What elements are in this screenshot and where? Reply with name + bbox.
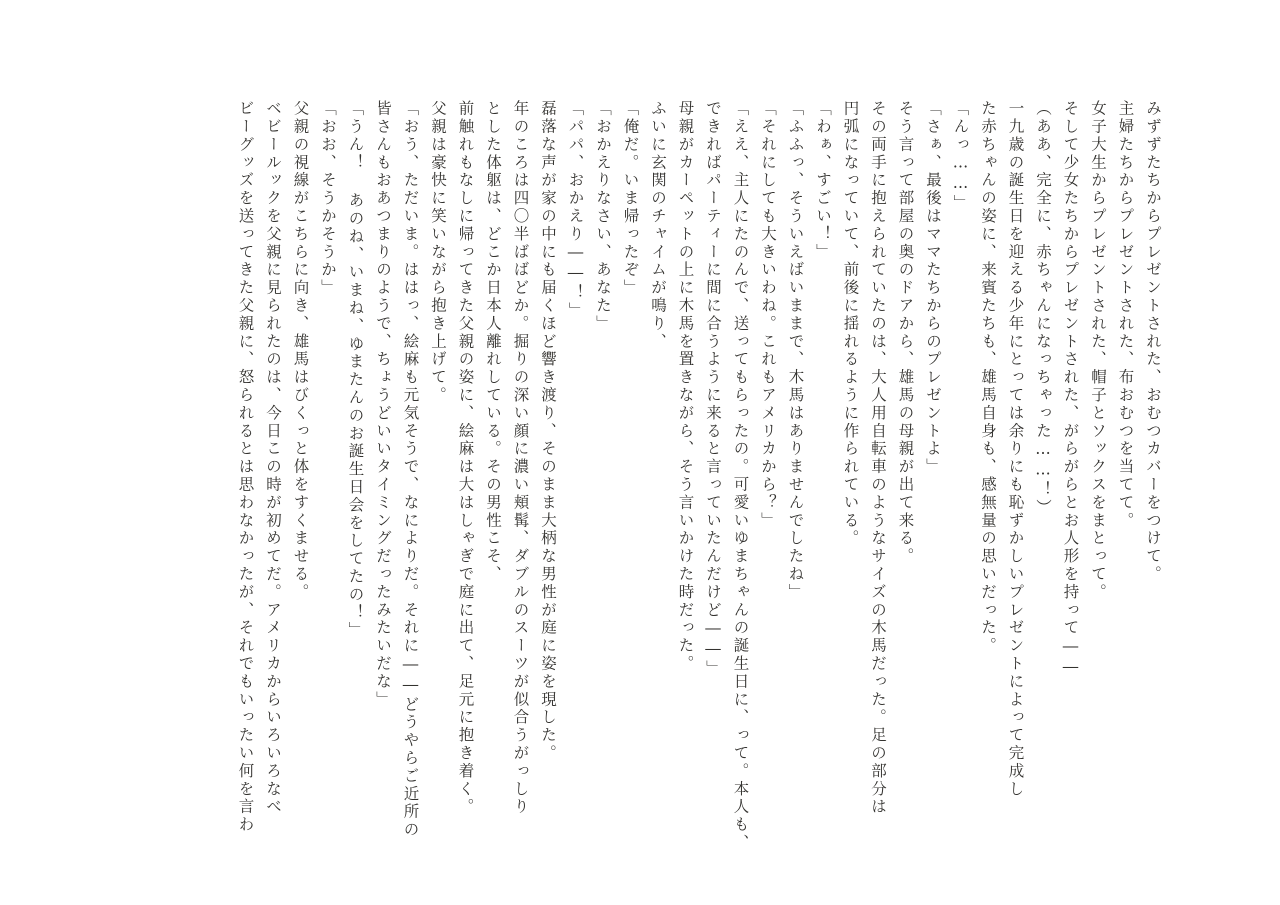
text-line: ベビールックを父親に見られたのは、今日この時が初めてだ。アメリカからいろいろなべ xyxy=(264,100,282,816)
text-line: ふいに玄関のチャイムが鳴り、 xyxy=(649,100,667,351)
text-line: みずずたちからプレゼントされた、おむつカバーをつけて。 xyxy=(1144,100,1162,584)
text-line: 「それにしても大きいわね。これもアメリカから？」 xyxy=(759,100,777,530)
text-line: た赤ちゃんの姿に、来賓たちも、雄馬自身も、感無量の思いだった。 xyxy=(979,100,997,655)
text-line: できればパーティーに間に合うように来ると言っていたんだけど――」 xyxy=(704,100,722,678)
text-line: 「うん！ あのね、いまね、ゆまたんのお誕生日会をしてたの！」 xyxy=(346,100,365,640)
text-line: 女子大生からプレゼントされた、帽子とソックスをまとって。 xyxy=(1089,100,1107,602)
text-line: そう言って部屋の奥のドアから、雄馬の母親が出て来る。 xyxy=(896,100,915,566)
text-line: 円弧になっていて、前後に揺れるように作られている。 xyxy=(841,100,860,548)
text-line: 「おお、そうかそうか」 xyxy=(319,100,337,297)
vertical-text-body xyxy=(120,100,1160,890)
text-line: （ああ、完全に、赤ちゃんになっちゃった……！） xyxy=(1034,100,1052,517)
text-line: 母親がカーペットの上に木馬を置きながら、そう言いかけた時だった。 xyxy=(676,100,695,673)
text-line: 一九歳の誕生日を迎える少年にとっては余りにも恥ずかしいプレゼントによって完成し xyxy=(1006,100,1025,799)
text-line: 「パパ、おかえり――！」 xyxy=(566,100,585,320)
text-line: 皆さんもおあつまりのようで、ちょうどいいタイミングだったみたいだな」 xyxy=(374,100,392,709)
text-line: 主婦たちからプレゼントされた、布おむつを当てて。 xyxy=(1116,100,1135,530)
text-line: 父親の視線がこちらに向き、雄馬はびくっと体をすくませる。 xyxy=(291,100,310,602)
text-line: 「おかえりなさい、あなた」 xyxy=(594,100,612,333)
text-line: その両手に抱えられていたのは、大人用自転車のようなサイズの木馬だった。足の部分は xyxy=(869,100,887,816)
text-line: 年のころは四〇半ばばどか。掘りの深い顔に濃い頬髯、ダブルのスーツが似合うがっしり xyxy=(511,100,530,816)
text-line: とした体躯は、どこか日本人離れしている。その男性こそ、 xyxy=(484,100,502,584)
text-line: ビーグッズを送ってきた父親に、怒られるとは思わなかったが、それでもいったい何を言わ xyxy=(236,100,255,834)
text-line: 前触れもなしに帰ってきた父親の姿に、絵麻は大はしゃぎで庭に出て、足元に抱き着く。 xyxy=(456,100,475,816)
text-line: 「おう、ただいま。ははっ、絵麻も元気そうで、なによりだ。それに――どうやらご近所の xyxy=(401,100,420,839)
text-line: 「ふふっ、そういえばいままで、木馬はありませんでしたね」 xyxy=(786,100,805,602)
text-line: 「ええ、主人にたのんで、送ってもらったの。可愛いゆまちゃんの誕生日に、って。本人も、 xyxy=(731,100,750,852)
text-line: 磊落な声が家の中にも届くほど響き渡り、そのまま大柄な男性が庭に姿を現した。 xyxy=(539,100,557,763)
text-line: 父親は豪快に笑いながら抱き上げて。 xyxy=(429,100,447,405)
text-line: 「んっ……」 xyxy=(951,100,970,213)
text-line: そして少女たちからプレゼントされた、がらがらとお人形を持って―― xyxy=(1061,100,1080,678)
text-line: 「俺だ。いま帰ったぞ」 xyxy=(621,100,640,297)
text-line: 「さぁ、最後はママたちからのプレゼントよ」 xyxy=(924,100,942,476)
text-line: 「わぁ、すごい！」 xyxy=(814,100,832,262)
